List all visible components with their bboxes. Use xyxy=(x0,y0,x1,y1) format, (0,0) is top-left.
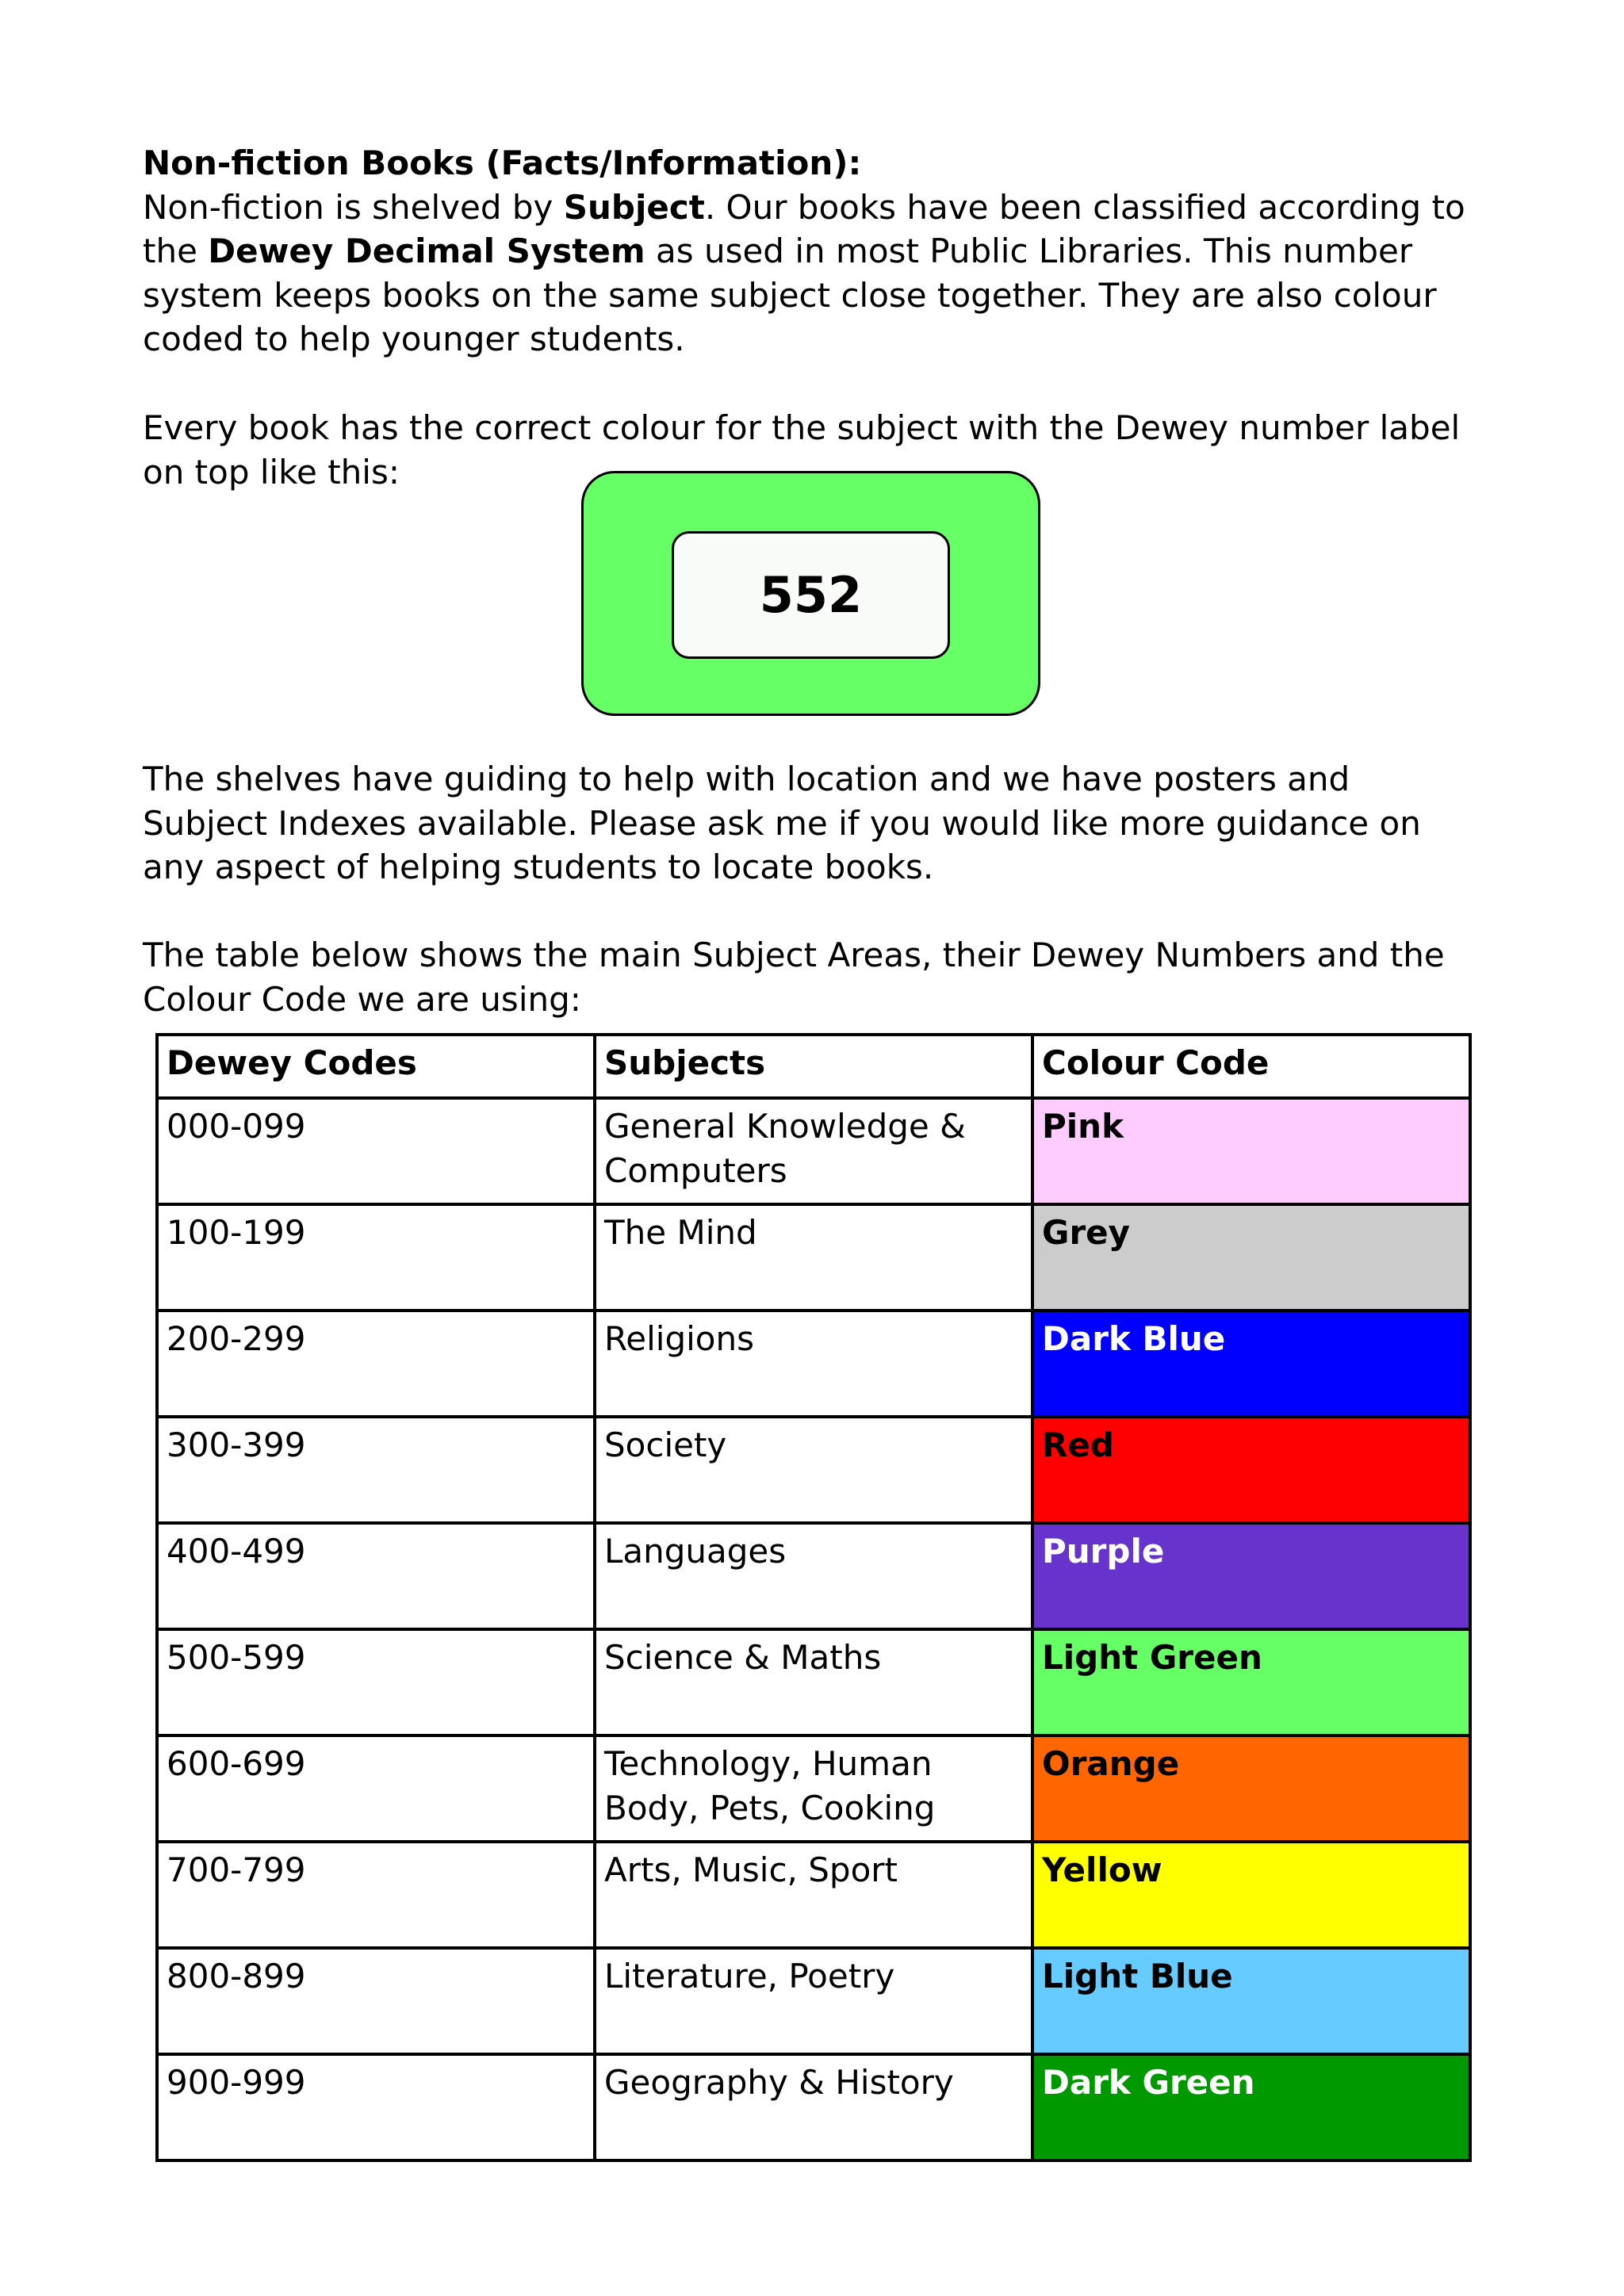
intro-bold-subject: Subject xyxy=(563,187,705,227)
dewey-code-cell: 600-699 xyxy=(157,1735,595,1842)
table-header-row xyxy=(157,1035,1470,1098)
intro-text: as used in most Public Libraries. This number system keeps books on the same subject close together. They are also colour coded to help younger students. xyxy=(143,232,1437,358)
dewey-code-cell: 800-899 xyxy=(157,1948,595,2054)
intro-text: . Our books have been classified according to the xyxy=(143,187,1465,270)
subject-cell: Religions xyxy=(595,1311,1032,1417)
dewey-table xyxy=(155,1033,1472,2162)
dewey-number-label: 552 xyxy=(672,531,950,659)
dewey-code-cell: 900-999 xyxy=(157,2054,595,2160)
subject-cell: Geography & History xyxy=(595,2054,1032,2160)
dewey-code-cell: 700-799 xyxy=(157,1842,595,1948)
dewey-label-example xyxy=(581,471,1040,716)
intro-text: Non-fiction is shelved by xyxy=(143,187,564,227)
colour-code-cell: Pink xyxy=(1032,1098,1470,1204)
table-row xyxy=(157,1311,1470,1417)
colour-code-cell: Orange xyxy=(1032,1735,1470,1842)
colour-code-cell: Light Blue xyxy=(1032,1948,1470,2054)
table-row xyxy=(157,1098,1470,1204)
subject-cell: Society xyxy=(595,1417,1032,1523)
colour-code-cell: Dark Green xyxy=(1032,2054,1470,2160)
table-row xyxy=(157,1417,1470,1523)
colour-code-cell: Yellow xyxy=(1032,1842,1470,1948)
subject-cell: Languages xyxy=(595,1523,1032,1629)
table-row xyxy=(157,2054,1470,2160)
subject-cell: General Knowledge & Computers xyxy=(595,1098,1032,1204)
header-dewey-codes: Dewey Codes xyxy=(157,1035,595,1098)
subject-cell: Science & Maths xyxy=(595,1629,1032,1735)
table-row xyxy=(157,1842,1470,1948)
subject-cell: The Mind xyxy=(595,1204,1032,1311)
dewey-code-cell: 000-099 xyxy=(157,1098,595,1204)
table-row xyxy=(157,1948,1470,2054)
dewey-code-cell: 100-199 xyxy=(157,1204,595,1311)
intro-section xyxy=(143,141,1483,362)
dewey-code-cell: 400-499 xyxy=(157,1523,595,1629)
colour-code-cell: Grey xyxy=(1032,1204,1470,1311)
colour-code-cell: Dark Blue xyxy=(1032,1311,1470,1417)
header-subjects: Subjects xyxy=(595,1035,1032,1098)
subject-cell: Literature, Poetry xyxy=(595,1948,1032,2054)
intro-bold-dewey: Dewey Decimal System xyxy=(208,232,645,270)
dewey-code-cell: 200-299 xyxy=(157,1311,595,1417)
colour-code-cell: Light Green xyxy=(1032,1629,1470,1735)
table-row xyxy=(157,1629,1470,1735)
dewey-code-cell: 500-599 xyxy=(157,1629,595,1735)
section-heading: Non-fiction Books (Facts/Information): xyxy=(143,144,862,182)
colour-code-cell: Red xyxy=(1032,1417,1470,1523)
subject-cell: Arts, Music, Sport xyxy=(595,1842,1032,1948)
guiding-text: The shelves have guiding to help with location and we have posters and Subject Indexes available. Please ask me if you would like more guidance on any aspect of helping students to locate books. xyxy=(143,760,1421,886)
dewey-code-cell: 300-399 xyxy=(157,1417,595,1523)
header-colour-code: Colour Code xyxy=(1032,1035,1470,1098)
label-intro-text: Every book has the correct colour for the subject with the Dewey number label on top like this: xyxy=(143,408,1461,492)
table-row xyxy=(157,1523,1470,1629)
table-row xyxy=(157,1735,1470,1842)
table-row xyxy=(157,1204,1470,1311)
table-intro-text: The table below shows the main Subject Areas, their Dewey Numbers and the Colour Code we are using: xyxy=(143,936,1445,1019)
subject-cell: Technology, Human Body, Pets, Cooking xyxy=(595,1735,1032,1842)
colour-code-cell: Purple xyxy=(1032,1523,1470,1629)
